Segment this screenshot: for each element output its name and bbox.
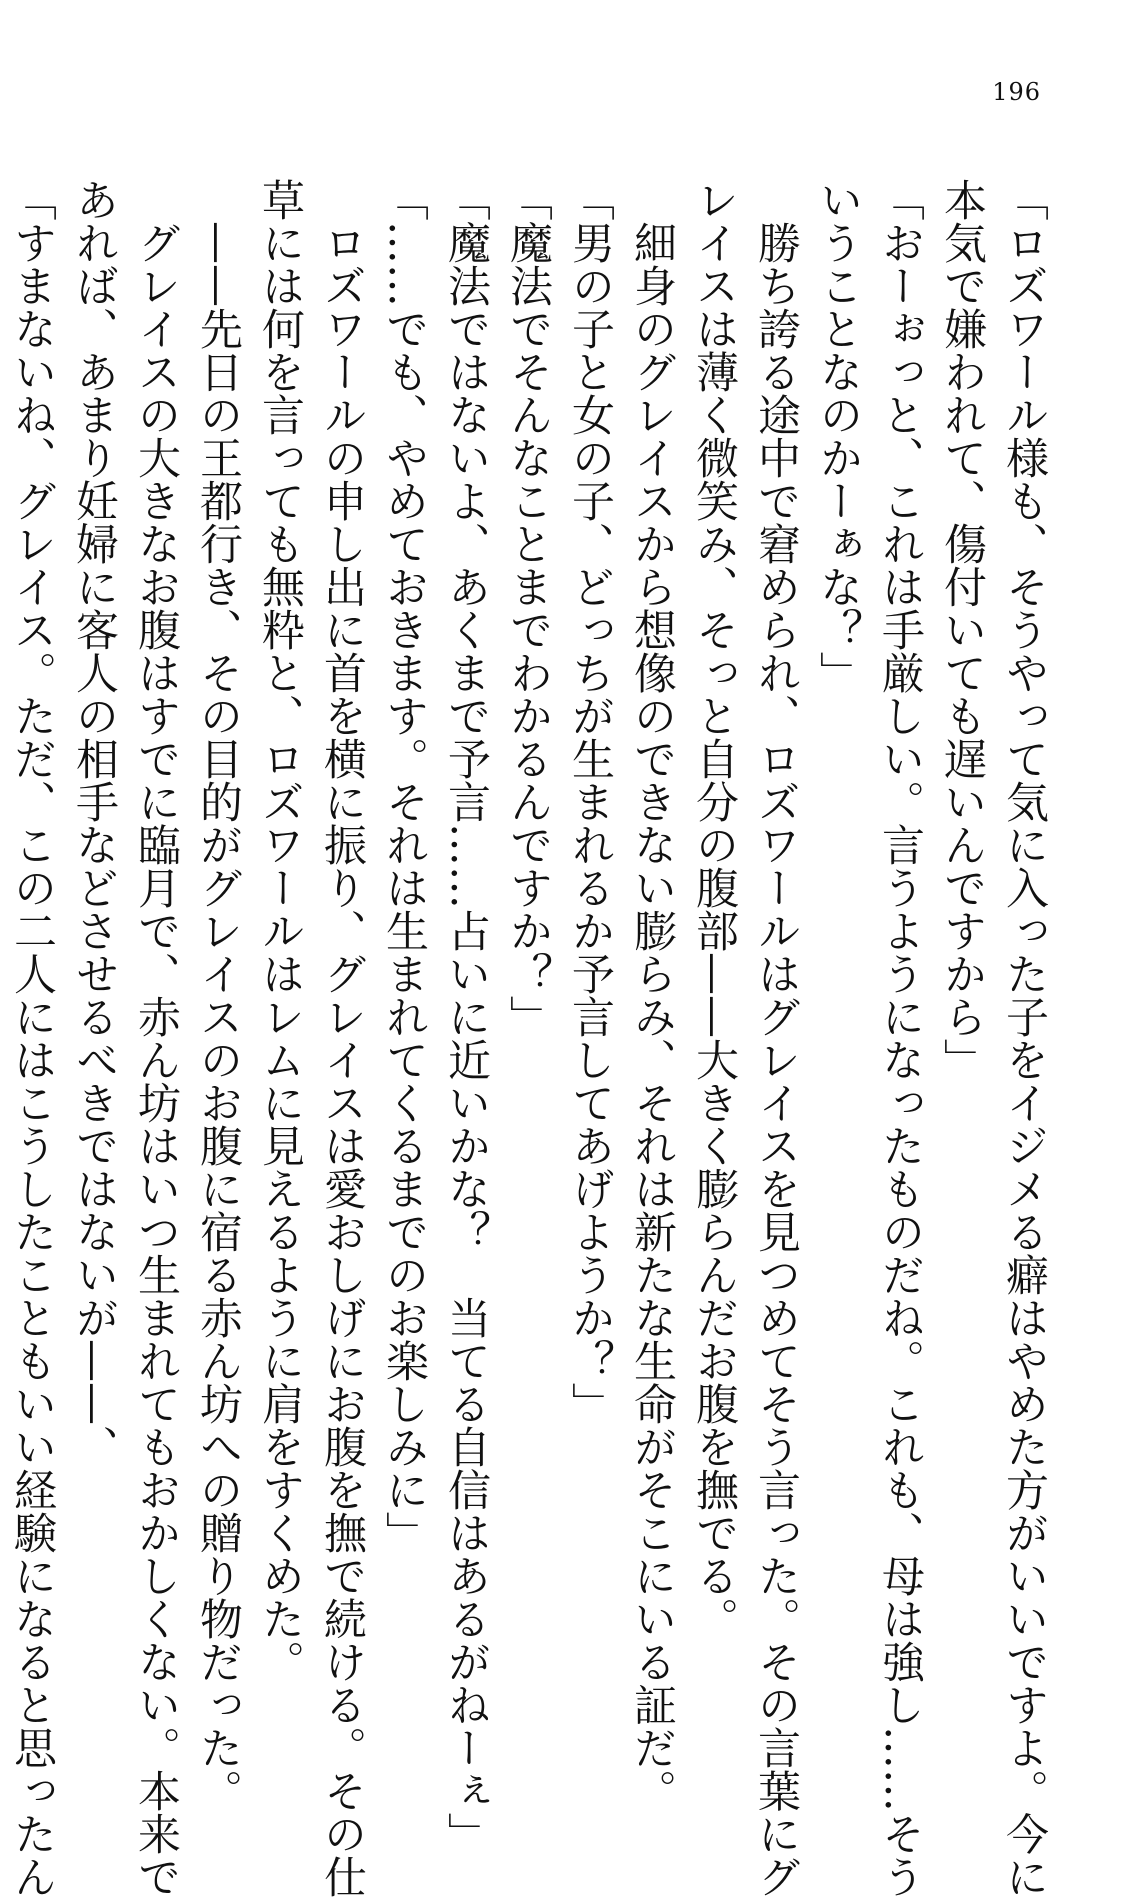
text-line-18 — [0, 178, 1, 1668]
text-line-14: ——先日の王都行き、その目的がグレイスのお腹に宿る赤ん坊への贈り物だった。 — [193, 178, 243, 1812]
text-line-17: 「すまないね、グレイス。ただ、この二人にはこうしたこともいい経験になると思ったん — [7, 178, 57, 1898]
text-line-16: あれば、あまり妊婦に客人の相手などさせるべきではないが——、 — [69, 178, 119, 1468]
text-line-2: 本気で嫌われて、傷付いても遅いんですから」 — [937, 178, 987, 1081]
text-line-6: レイスは薄く微笑み、そっと自分の腹部——大きく膨らんだお腹を撫でる。 — [689, 178, 739, 1640]
text-line-3: 「おーぉっと、これは手厳しい。言うようになったものだね。これも、母は強し……そう — [875, 178, 925, 1898]
text-line-4: いうことなのかーぁな？」 — [813, 178, 863, 694]
text-line-7: 細身のグレイスから想像のできない膨らみ、それは新たな生命がそこにいる証だ。 — [627, 178, 677, 1812]
text-line-11: 「……でも、やめておきます。それは生まれてくるまでのお楽しみに」 — [379, 178, 429, 1554]
text-line-13: 草には何を言っても無粋と、ロズワールはレムに見えるように肩をすくめた。 — [255, 178, 305, 1683]
text-line-1: 「ロズワール様も、そうやって気に入った子をイジメる癖はやめた方がいいですよ。今に — [999, 178, 1049, 1898]
text-line-15: グレイスの大きなお腹はすでに臨月で、赤ん坊はいつ生まれてもおかしくない。本来で — [131, 178, 181, 1898]
text-line-8: 「男の子と女の子、どっちが生まれるか予言してあげようか？」 — [565, 178, 615, 1425]
text-line-10: 「魔法ではないよ、あくまで予言……占いに近いかな？ 当てる自信はあるがねーぇ」 — [441, 178, 491, 1855]
page-number: 196 — [992, 78, 1041, 106]
body-text — [7, 178, 1055, 1898]
text-line-9: 「魔法でそんなことまでわかるんですか？」 — [503, 178, 553, 1038]
text-line-5: 勝ち誇る途中で窘められ、ロズワールはグレイスを見つめてそう言った。その言葉にグ — [751, 178, 801, 1898]
text-line-12: ロズワールの申し出に首を横に振り、グレイスは愛おしげにお腹を撫で続ける。その仕 — [317, 178, 367, 1898]
